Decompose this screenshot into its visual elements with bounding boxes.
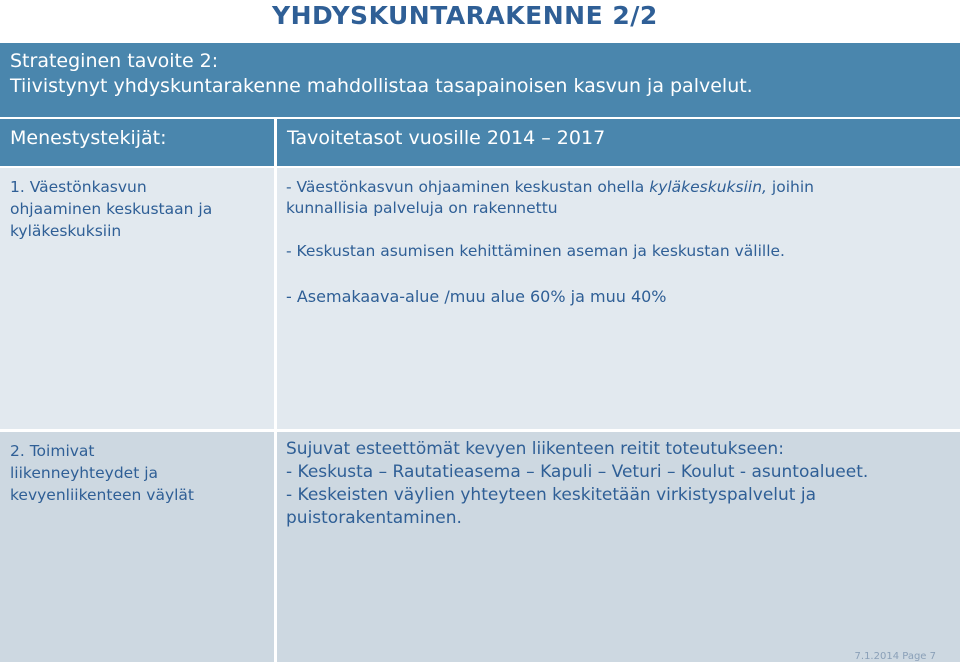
- factor-cell-1: [0, 168, 274, 429]
- success-factors-header: [0, 119, 274, 166]
- target-cell-1: [277, 168, 960, 429]
- target-2-line-1: Sujuvat esteettömät kevyen liikenteen reitit toteutukseen:: [286, 439, 784, 459]
- factor-1-line-2: ohjaaminen keskustaan ja: [10, 200, 213, 218]
- factor-cell-2: [0, 432, 274, 662]
- goal-label: Strateginen tavoite 2:: [10, 50, 219, 72]
- target-2-line-2: - Keskusta – Rautatieasema – Kapuli – Veturi – Koulut - asuntoalueet.: [286, 462, 869, 482]
- target-1-line-2: kunnallisia palveluja on rakennettu: [286, 199, 558, 217]
- footer-page-number: Page 7: [902, 651, 936, 662]
- target-levels-header-label: Tavoitetasot vuosille 2014 – 2017: [287, 127, 606, 149]
- slide-footer: [855, 651, 936, 662]
- page-title: YHDYSKUNTARAKENNE 2/2: [272, 1, 658, 30]
- target-cell-2: [277, 432, 960, 662]
- target-1-line-1-pre: - Väestönkasvun ohjaaminen keskustan ohella: [286, 178, 650, 196]
- target-1-line-1: [286, 176, 814, 198]
- success-factors-header-label: Menestystekijät:: [10, 127, 167, 149]
- factor-2-line-1: 2. Toimivat: [10, 442, 95, 460]
- factor-2-line-3: kevyenliikenteen väylät: [10, 486, 194, 504]
- target-1-line-1-emphasis: kyläkeskuksiin,: [649, 178, 767, 196]
- factor-2-line-2: liikenneyhteydet ja: [10, 464, 159, 482]
- factor-1-line-3: kyläkeskuksiin: [10, 222, 122, 240]
- target-2-line-3: - Keskeisten väylien yhteyteen keskitetään virkistyspalvelut ja: [286, 485, 817, 505]
- target-levels-header: [277, 119, 960, 166]
- target-1-line-4: - Asemakaava-alue /muu alue 60% ja muu 40%: [286, 287, 667, 306]
- goal-text: Tiivistynyt yhdyskuntarakenne mahdollistaa tasapainoisen kasvun ja palvelut.: [10, 75, 753, 97]
- factor-1-line-1: 1. Väestönkasvun: [10, 178, 147, 196]
- footer-date: 7.1.2014: [854, 651, 900, 662]
- target-1-line-3: - Keskustan asumisen kehittäminen aseman ja keskustan välille.: [286, 242, 785, 260]
- strategic-goal-banner: [0, 43, 960, 117]
- target-1-line-1-post: joihin: [766, 178, 814, 196]
- target-2-line-4: puistorakentaminen.: [286, 508, 462, 528]
